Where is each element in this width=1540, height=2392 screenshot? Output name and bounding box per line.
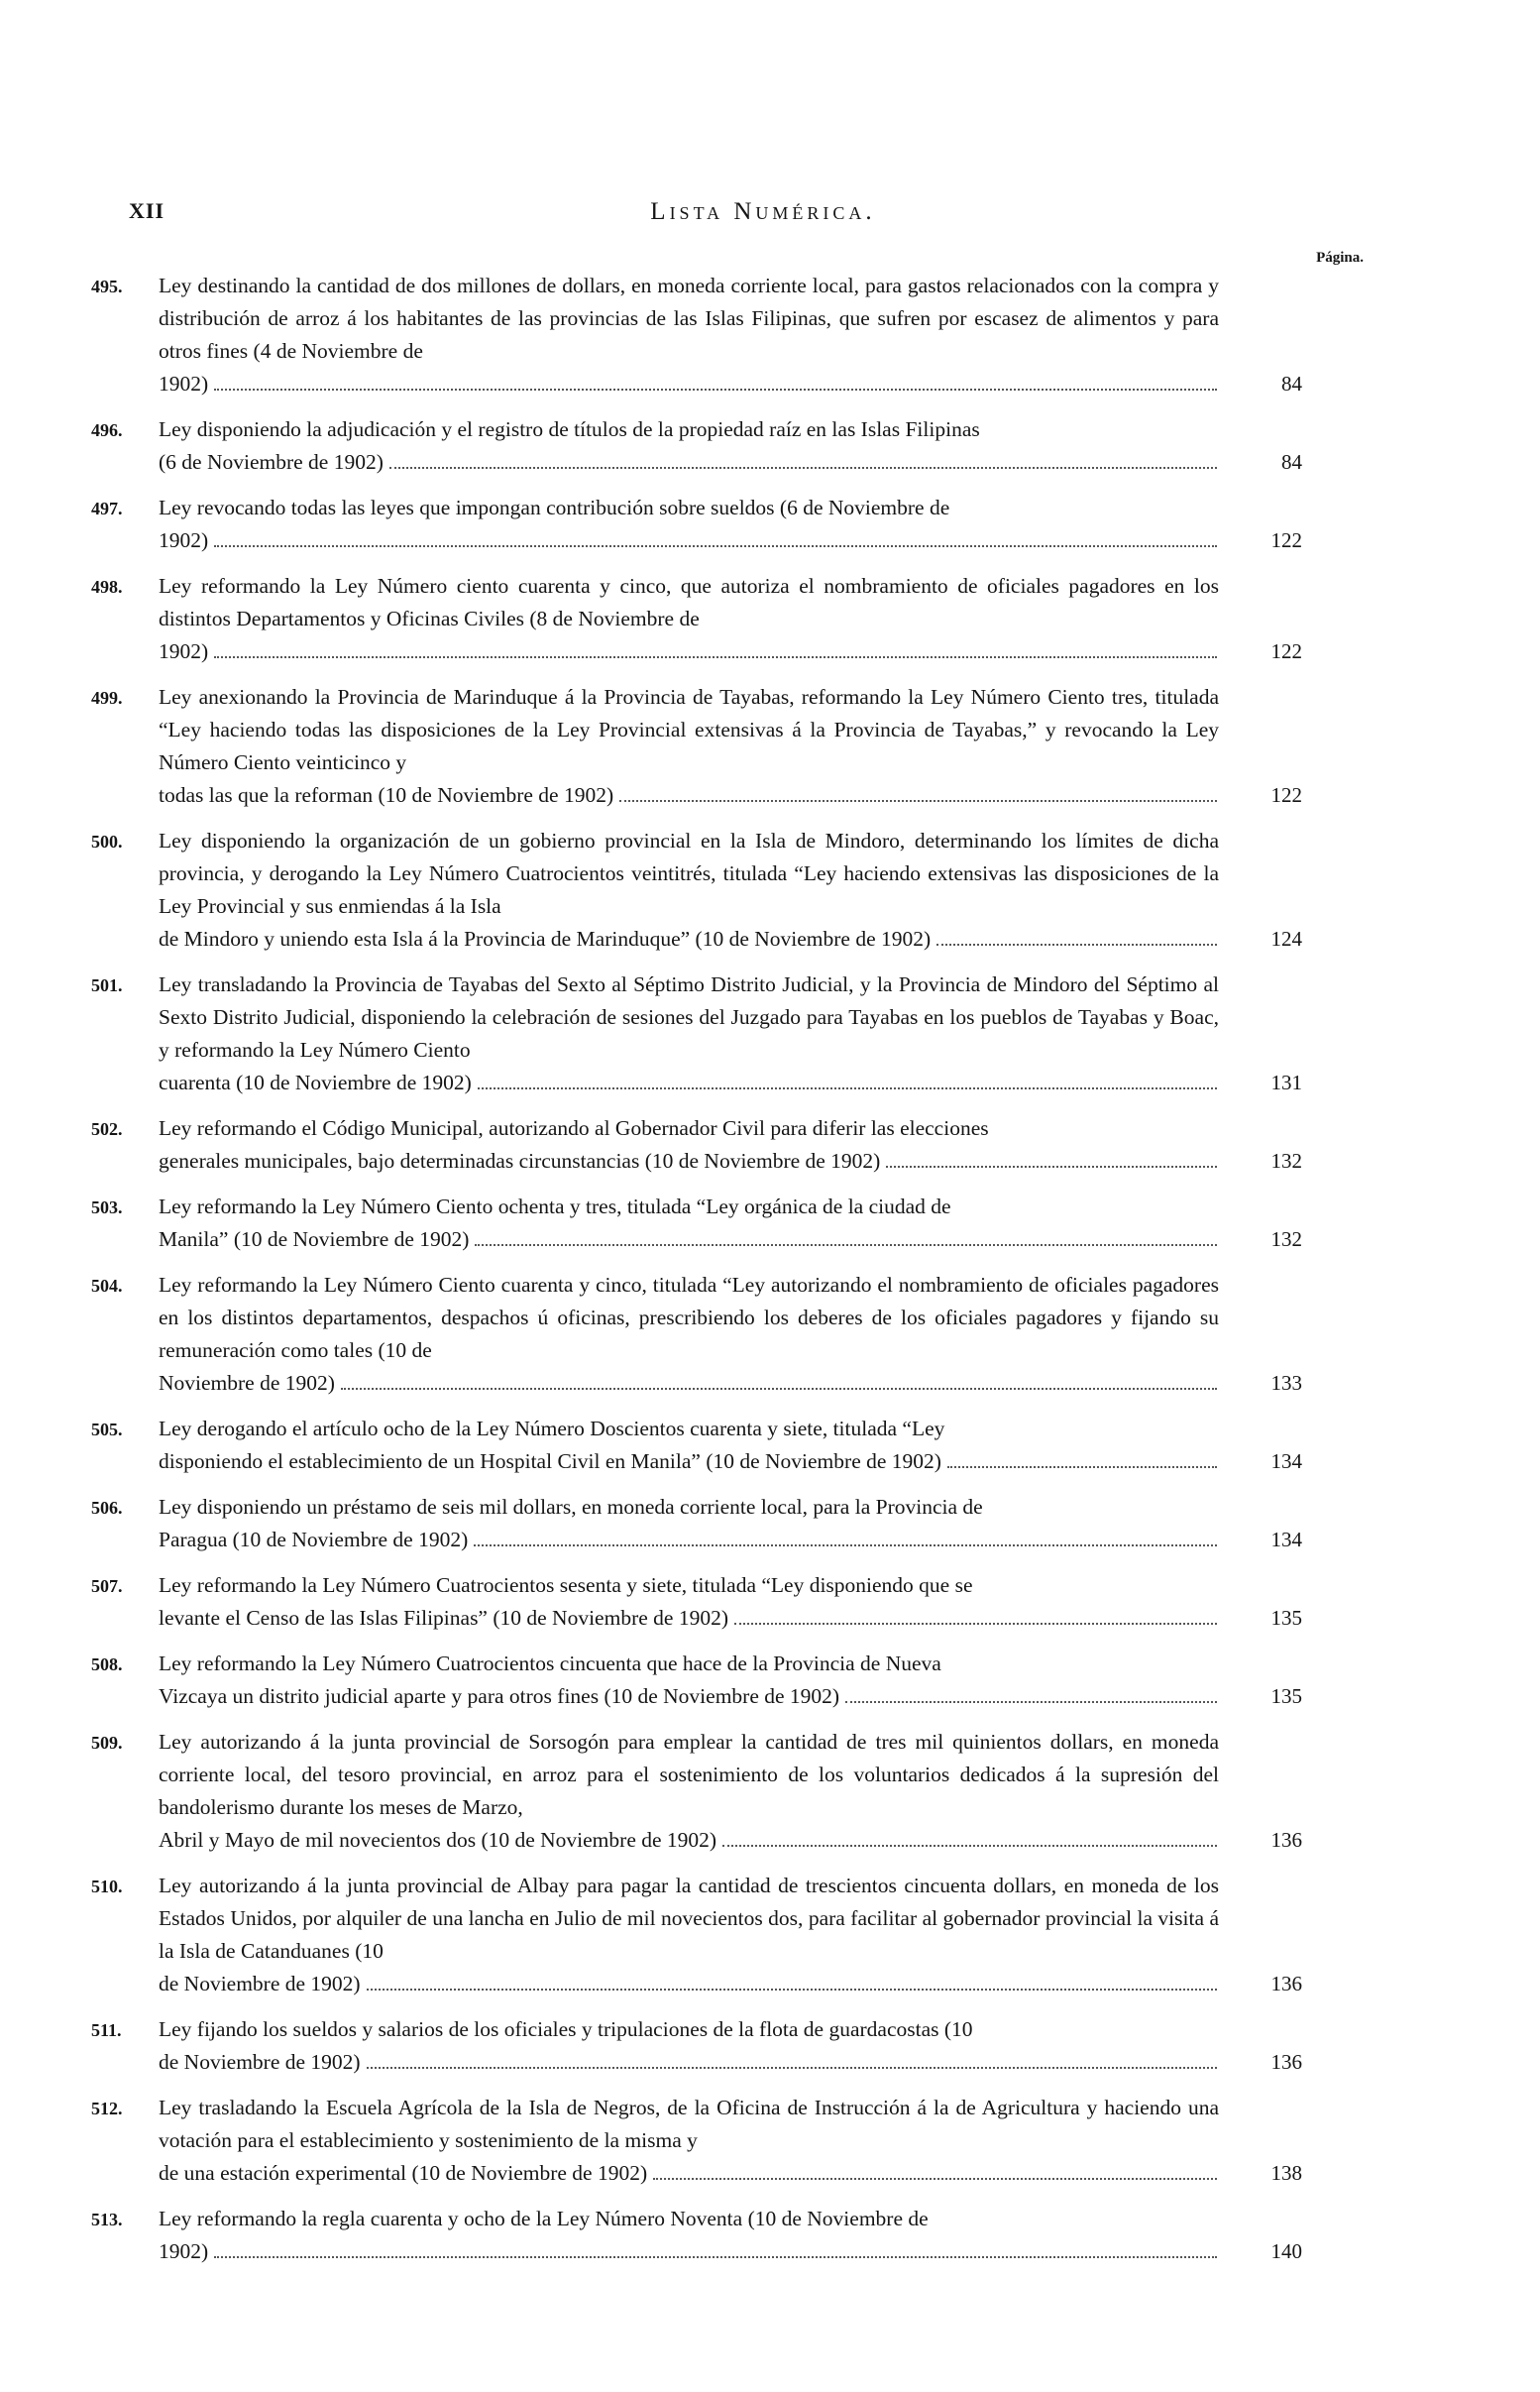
entry-body: Ley reformando la Ley Número Cuatrocientos sesenta y siete, titulada “Ley disponiendo que se: [159, 1573, 973, 1597]
entry-last-line: [159, 1223, 1219, 1256]
dot-leader: [734, 1623, 1217, 1625]
entry-text: [159, 1870, 1219, 2000]
entry-date: de Noviembre de 1902): [159, 1972, 361, 1995]
entry-number: 498.: [91, 577, 123, 597]
entry-body: Ley fijando los sueldos y salarios de los oficiales y tripulaciones de la flota de guardacostas (10: [159, 2017, 973, 2041]
entry-body: Ley reformando la Ley Número Ciento ochenta y tres, titulada “Ley orgánica de la ciudad de: [159, 1195, 951, 1218]
entry-last-line: [159, 2157, 1219, 2190]
entry-last-line: [159, 2046, 1219, 2079]
entry-number: 507.: [91, 1576, 123, 1596]
entry-last-line: [159, 779, 1219, 812]
list-item: [91, 1191, 1379, 1256]
entry-last-line: [159, 524, 1219, 557]
entry-body: Ley disponiendo la organización de un gobierno provincial en la Isla de Mindoro, determinando los límites de dicha provincia, y derogando la Ley Número Cuatrocientos veintitrés, titulada “Ley haciendo extensivas las disposiciones de la Ley Provincial y sus enmiendas á la Isla: [159, 829, 1219, 918]
entry-body: Ley autorizando á la junta provincial de Sorsogón para emplear la cantidad de tres mil quinientos dollars, en moneda corriente local, del tesoro provincial, en arroz para el sostenimiento de los voluntarios dedicados á la supresión del bandolerismo durante los meses de Marzo,: [159, 1730, 1219, 1819]
list-item: [91, 1491, 1379, 1556]
page-reference: 84: [1281, 450, 1302, 474]
page-reference: 136: [1270, 2050, 1302, 2074]
page-reference: 140: [1270, 2239, 1302, 2263]
list-item: [91, 1413, 1379, 1478]
entry-date: de una estación experimental (10 de Noviembre de 1902): [159, 2161, 648, 2185]
entry-date: 1902): [159, 639, 209, 663]
entry-number: 502.: [91, 1119, 123, 1139]
dot-leader: [214, 2256, 1217, 2258]
entry-number: 504.: [91, 1276, 123, 1296]
entry-number: 513.: [91, 2210, 123, 2229]
page-column-label: Página.: [1316, 250, 1364, 266]
entry-date: Abril y Mayo de mil novecientos dos (10 de Noviembre de 1902): [159, 1828, 717, 1852]
dot-leader: [474, 1544, 1217, 1546]
list-item: [91, 2013, 1379, 2079]
entry-number: 506.: [91, 1498, 123, 1518]
entry-last-line: [159, 446, 1219, 479]
entry-last-line: [159, 1067, 1219, 1099]
dot-leader: [214, 656, 1217, 658]
entry-body: Ley revocando todas las leyes que impongan contribución sobre sueldos (6 de Noviembre de: [159, 496, 950, 519]
entry-number: 509.: [91, 1733, 123, 1753]
page-reference: 135: [1270, 1684, 1302, 1708]
entry-text: [159, 825, 1219, 956]
list-item: [91, 1569, 1379, 1635]
entry-text: [159, 570, 1219, 668]
entry-last-line: [159, 1680, 1219, 1713]
dot-leader: [886, 1166, 1217, 1168]
entry-date: Manila” (10 de Noviembre de 1902): [159, 1227, 470, 1251]
entry-last-line: [159, 923, 1219, 956]
entry-text: [159, 681, 1219, 812]
dot-leader: [478, 1087, 1217, 1089]
list-item: [91, 1870, 1379, 2000]
running-title: Lista Numérica.: [650, 198, 876, 225]
entry-date: todas las que la reforman (10 de Noviembre de 1902): [159, 783, 614, 807]
dot-leader: [619, 800, 1217, 802]
dot-leader: [214, 545, 1217, 547]
dot-leader: [653, 2178, 1217, 2180]
page-reference: 132: [1270, 1227, 1302, 1251]
list-item: [91, 570, 1379, 668]
entry-list: [91, 270, 1379, 2281]
entry-number: 505.: [91, 1420, 123, 1439]
entry-text: [159, 270, 1219, 400]
entry-body: Ley transladando la Provincia de Tayabas del Sexto al Séptimo Distrito Judicial, y la Provincia de Mindoro del Séptimo al Sexto Distrito Judicial, disponiendo la celebración de sesiones del Juzgado para Tayabas en los pueblos de Tayabas y Boac, y reformando la Ley Número Ciento: [159, 972, 1219, 1062]
entry-number: 500.: [91, 832, 123, 852]
entry-body: Ley disponiendo la adjudicación y el registro de títulos de la propiedad raíz en las Islas Filipinas: [159, 417, 980, 441]
entry-text: [159, 2092, 1219, 2190]
list-item: [91, 1112, 1379, 1178]
entry-text: [159, 413, 1219, 479]
list-item: [91, 1726, 1379, 1857]
entry-text: [159, 1413, 1219, 1478]
list-item: [91, 1648, 1379, 1713]
page-reference: 124: [1270, 927, 1302, 951]
list-item: [91, 1269, 1379, 1400]
entry-last-line: [159, 1445, 1219, 1478]
entry-body: Ley destinando la cantidad de dos millones de dollars, en moneda corriente local, para gastos relacionados con la compra y distribución de arroz á los habitantes de las provincias de las Islas Filipinas, que sufren por escasez de alimentos y para otros fines (4 de Noviembre de: [159, 274, 1219, 363]
dot-leader: [722, 1845, 1217, 1847]
dot-leader: [389, 467, 1217, 469]
entry-body: Ley trasladando la Escuela Agrícola de la Isla de Negros, de la Oficina de Instrucción á la de Agricultura y haciendo una votación para el establecimiento y sostenimiento de la misma y: [159, 2096, 1219, 2152]
entry-number: 512.: [91, 2099, 123, 2118]
list-item: [91, 968, 1379, 1099]
entry-date: (6 de Noviembre de 1902): [159, 450, 384, 474]
entry-last-line: [159, 1968, 1219, 2000]
entry-last-line: [159, 1824, 1219, 1857]
entry-date: de Noviembre de 1902): [159, 2050, 361, 2074]
dot-leader: [341, 1388, 1217, 1390]
dot-leader: [367, 2067, 1217, 2069]
dot-leader: [845, 1701, 1217, 1703]
entry-last-line: [159, 1524, 1219, 1556]
entry-date: 1902): [159, 528, 209, 552]
entry-number: 508.: [91, 1654, 123, 1674]
entry-last-line: [159, 635, 1219, 668]
page-reference: 138: [1270, 2161, 1302, 2185]
entry-body: Ley disponiendo un préstamo de seis mil dollars, en moneda corriente local, para la Provincia de: [159, 1495, 983, 1519]
entry-last-line: [159, 2235, 1219, 2268]
entry-body: Ley reformando la Ley Número ciento cuarenta y cinco, que autoriza el nombramiento de oficiales pagadores en los distintos Departamentos y Oficinas Civiles (8 de Noviembre de: [159, 574, 1219, 630]
page-number: XII: [129, 198, 165, 223]
entry-body: Ley reformando el Código Municipal, autorizando al Gobernador Civil para diferir las elecciones: [159, 1116, 989, 1140]
list-item: [91, 492, 1379, 557]
entry-text: [159, 2203, 1219, 2268]
page-reference: 84: [1281, 372, 1302, 396]
entry-number: 503.: [91, 1197, 123, 1217]
entry-date: Vizcaya un distrito judicial aparte y para otros fines (10 de Noviembre de 1902): [159, 1684, 840, 1708]
entry-text: [159, 492, 1219, 557]
entry-text: [159, 1491, 1219, 1556]
page-reference: 136: [1270, 1972, 1302, 1995]
page-reference: 133: [1270, 1371, 1302, 1395]
entry-number: 497.: [91, 499, 123, 518]
entry-date: 1902): [159, 372, 209, 396]
entry-text: [159, 1726, 1219, 1857]
entry-body: Ley anexionando la Provincia de Marinduque á la Provincia de Tayabas, reformando la Ley Número Ciento tres, titulada “Ley haciendo todas las disposiciones de la Ley Provincial extensivas á la Provincia de Tayabas,” y revocando la Ley Número Ciento veinticinco y: [159, 685, 1219, 774]
entry-body: Ley derogando el artículo ocho de la Ley Número Doscientos cuarenta y siete, titulada “Ley: [159, 1417, 945, 1440]
page-reference: 132: [1270, 1149, 1302, 1173]
entry-text: [159, 1569, 1219, 1635]
entry-body: Ley reformando la regla cuarenta y ocho de la Ley Número Noventa (10 de Noviembre de: [159, 2207, 929, 2230]
dot-leader: [947, 1466, 1217, 1468]
list-item: [91, 681, 1379, 812]
entry-number: 499.: [91, 688, 123, 708]
entry-text: [159, 1112, 1219, 1178]
entry-text: [159, 1191, 1219, 1256]
page-reference: 131: [1270, 1071, 1302, 1094]
entry-last-line: [159, 368, 1219, 400]
entry-body: Ley reformando la Ley Número Ciento cuarenta y cinco, titulada “Ley autorizando el nombramiento de oficiales pagadores en los distintos departamentos, despachos ú oficinas, prescribiendo los deberes de los oficiales pagadores y fijando su remuneración como tales (10 de: [159, 1273, 1219, 1362]
entry-date: disponiendo el establecimiento de un Hospital Civil en Manila” (10 de Noviembre de 1902): [159, 1449, 941, 1473]
entry-number: 496.: [91, 420, 123, 440]
dot-leader: [936, 944, 1217, 946]
page-reference: 122: [1270, 783, 1302, 807]
entry-date: Noviembre de 1902): [159, 1371, 335, 1395]
entry-date: cuarenta (10 de Noviembre de 1902): [159, 1071, 472, 1094]
page-reference: 122: [1270, 528, 1302, 552]
entry-date: generales municipales, bajo determinadas circunstancias (10 de Noviembre de 1902): [159, 1149, 881, 1173]
entry-text: [159, 1269, 1219, 1400]
entry-number: 511.: [91, 2020, 122, 2040]
page-reference: 135: [1270, 1606, 1302, 1630]
list-item: [91, 2203, 1379, 2268]
list-item: [91, 2092, 1379, 2190]
dot-leader: [367, 1989, 1217, 1991]
entry-number: 510.: [91, 1877, 123, 1896]
entry-number: 501.: [91, 975, 123, 995]
entry-date: Paragua (10 de Noviembre de 1902): [159, 1528, 469, 1551]
page-header: [129, 198, 1397, 238]
list-item: [91, 825, 1379, 956]
entry-last-line: [159, 1602, 1219, 1635]
entry-last-line: [159, 1145, 1219, 1178]
dot-leader: [475, 1244, 1217, 1246]
list-item: [91, 270, 1379, 400]
entry-text: [159, 1648, 1219, 1713]
entry-date: de Mindoro y uniendo esta Isla á la Provincia de Marinduque” (10 de Noviembre de 1902): [159, 927, 932, 951]
entry-text: [159, 2013, 1219, 2079]
entry-date: 1902): [159, 2239, 209, 2263]
page-reference: 134: [1270, 1449, 1302, 1473]
page-reference: 134: [1270, 1528, 1302, 1551]
entry-body: Ley autorizando á la junta provincial de Albay para pagar la cantidad de trescientos cincuenta dollars, en moneda de los Estados Unidos, por alquiler de una lancha en Julio de mil novecientos dos, para facilitar al gobernador provincial la visita á la Isla de Catanduanes (10: [159, 1874, 1219, 1963]
dot-leader: [214, 389, 1217, 391]
entry-date: levante el Censo de las Islas Filipinas” (10 de Noviembre de 1902): [159, 1606, 728, 1630]
page-reference: 136: [1270, 1828, 1302, 1852]
list-item: [91, 413, 1379, 479]
page-reference: 122: [1270, 639, 1302, 663]
entry-last-line: [159, 1367, 1219, 1400]
entry-text: [159, 968, 1219, 1099]
entry-body: Ley reformando la Ley Número Cuatrocientos cincuenta que hace de la Provincia de Nueva: [159, 1652, 941, 1675]
entry-number: 495.: [91, 277, 123, 296]
